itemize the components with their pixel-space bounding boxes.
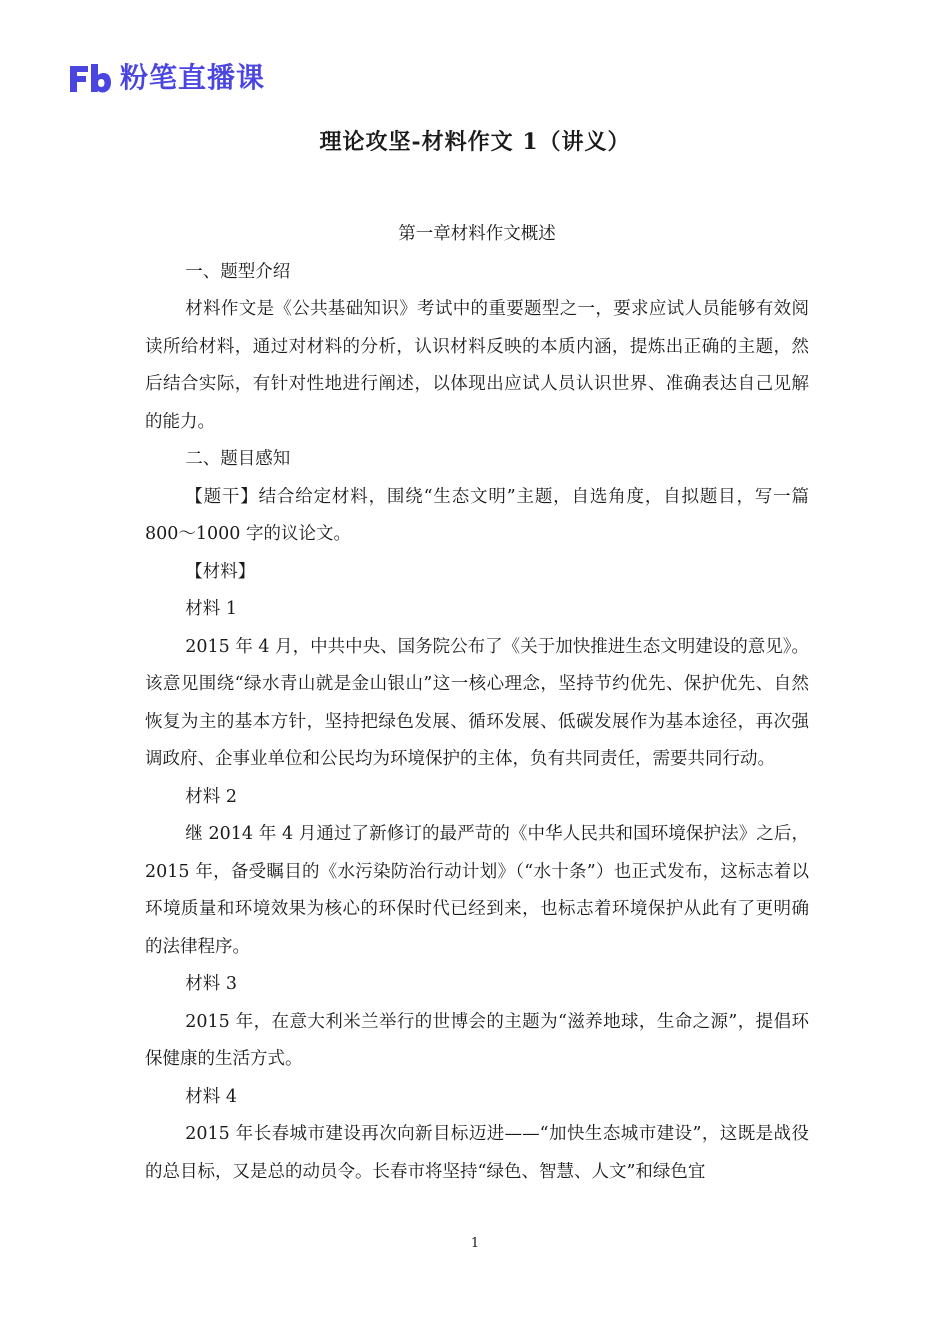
question-stem: 【题干】结合给定材料，围绕“生态文明”主题，自选角度，自拟题目，写一篇 800～1000 字的议论文。 [145, 486, 809, 544]
page-number: 1 [470, 1236, 480, 1251]
material-paragraph: 继 2014 年 4 月通过了新修订的最严苛的《中华人民共和国环境保护法》之后，2015 年，备受瞩目的《水污染防治行动计划》（“水十条”）也正式发布，这标志着以环境质量和环境效果为核心的环保时代已经到来，也标志着环境保护从此有了更明确的法律程序。 [145, 824, 809, 957]
material-paragraph: 2015 年，在意大利米兰举行的世博会的主题为“滋养地球，生命之源”，提倡环保健康的生活方式。 [145, 1011, 809, 1069]
chapter-title: 第一章材料作文概述 [398, 224, 556, 244]
brand-logo [68, 60, 265, 96]
materials-label: 【材料】 [185, 561, 256, 582]
document-body [145, 216, 809, 1191]
material-heading: 材料 3 [185, 974, 237, 994]
fb-logo-icon [68, 61, 112, 95]
brand-name: 粉笔直播课 [120, 61, 266, 94]
body-paragraph: 材料作文是《公共基础知识》考试中的重要题型之一，要求应试人员能够有效阅读所给材料，通过对材料的分析，认识材料反映的本质内涵，提炼出正确的主题，然后结合实际，有针对性地进行阐述，以体现出应试人员认识世界、准确表达自己见解的能力。 [145, 299, 809, 432]
document-title: 理论攻坚-材料作文 1（讲义） [319, 129, 631, 155]
material-heading: 材料 2 [185, 786, 237, 807]
material-paragraph: 2015 年长春城市建设再次向新目标迈进——“加快生态城市建设”，这既是战役的总目标，又是总的动员令。长春市将坚持“绿色、智慧、人文”和绿色宜 [145, 1124, 809, 1182]
material-paragraph: 2015 年 4 月，中共中央、国务院公布了《关于加快推进生态文明建设的意见》。该意见围绕“绿水青山就是金山银山”这一核心理念，坚持节约优先、保护优先、自然恢复为主的基本方针，坚持把绿色发展、循环发展、低碳发展作为基本途径，再次强调政府、企事业单位和公民均为环境保护的主体，负有共同责任，需要共同行动。 [145, 636, 809, 769]
section-heading: 二、题目感知 [185, 449, 291, 469]
material-heading: 材料 4 [185, 1086, 237, 1107]
material-heading: 材料 1 [185, 599, 237, 619]
section-heading: 一、题型介绍 [185, 261, 291, 282]
